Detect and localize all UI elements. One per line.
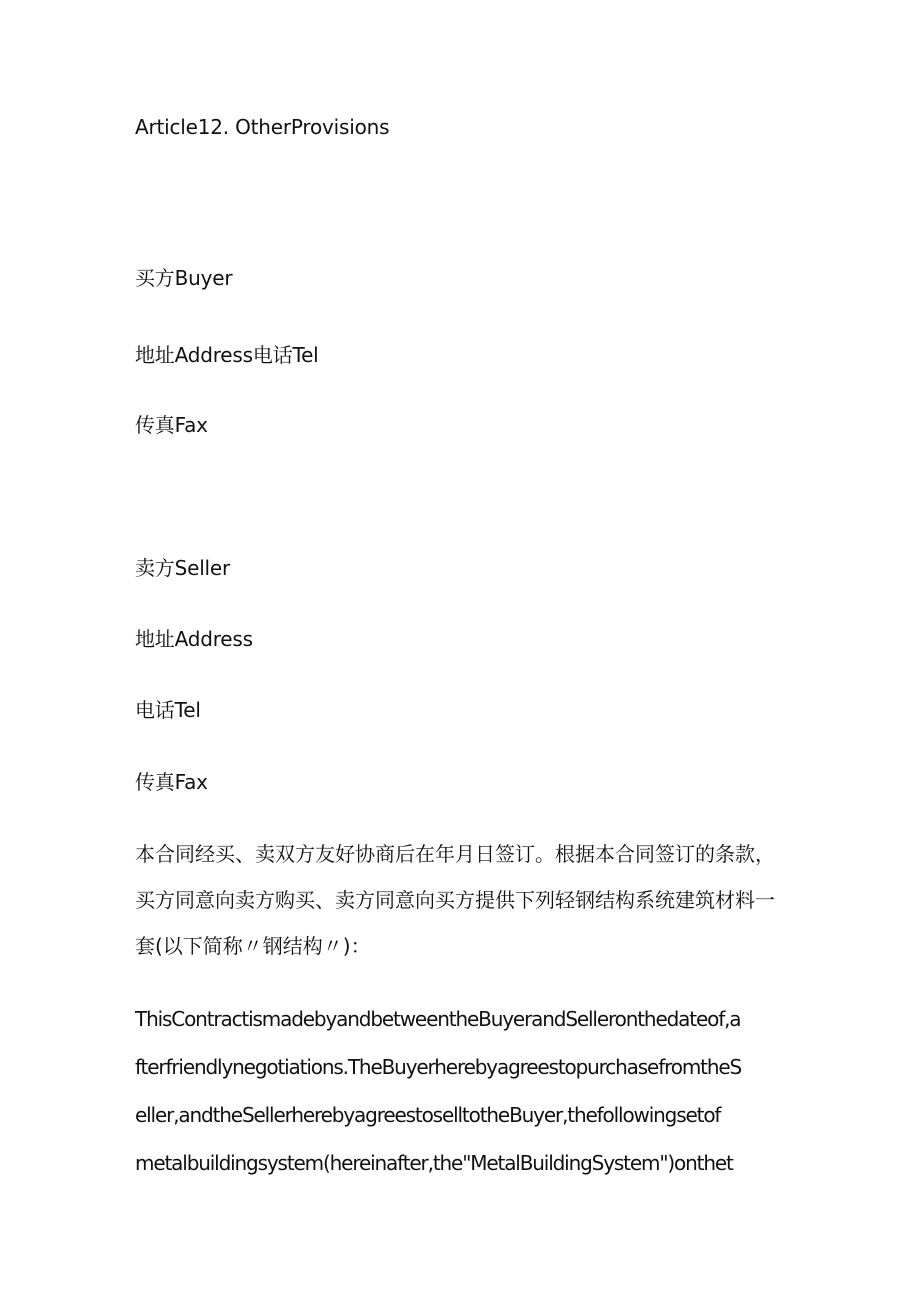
english-paragraph-line: fterfriendlynegotiations.TheBuyerherebyagreestopurchasefromtheS: [135, 1055, 742, 1079]
chinese-paragraph-line: 本合同经买、卖双方友好协商后在年月日签订。根据本合同签订的条款，: [135, 842, 775, 866]
chinese-paragraph-line: 套(以下简称〃钢结构〃)：: [135, 934, 371, 958]
english-paragraph-line: metalbuildingsystem(hereinafter,the"MetalBuildingSystem")onthet: [135, 1151, 733, 1175]
seller-fax: 传真Fax: [135, 770, 208, 794]
buyer-address-tel: 地址Address电话Tel: [135, 343, 319, 367]
seller-tel: 电话Tel: [135, 698, 201, 722]
buyer-label: 买方Buyer: [135, 266, 233, 290]
article-heading: Article12. OtherProvisions: [135, 115, 390, 139]
seller-address: 地址Address: [135, 627, 253, 651]
buyer-fax: 传真Fax: [135, 413, 208, 437]
seller-label: 卖方Seller: [135, 556, 231, 580]
chinese-paragraph-line: 买方同意向卖方购买、卖方同意向买方提供下列轻钢结构系统建筑材料一: [135, 888, 775, 912]
english-paragraph-line: ThisContractismadebyandbetweentheBuyerandSelleronthedateof,a: [135, 1007, 741, 1031]
english-paragraph-line: eller,andtheSellerherebyagreestoselltotheBuyer,thefollowingsetof: [135, 1103, 721, 1127]
